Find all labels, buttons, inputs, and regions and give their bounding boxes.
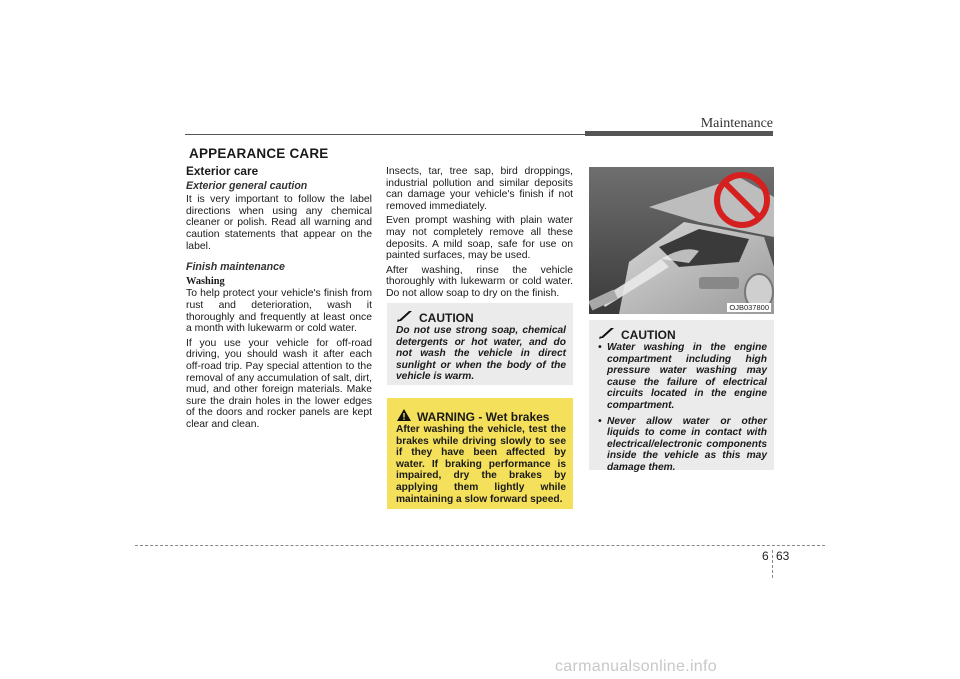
prohibition-icon (713, 171, 771, 229)
list-item: • Water washing in the engine compartment including high pressure water washing may cause the failure of electrical circuits located in the engine compartment. (598, 342, 767, 412)
warning-subtitle: Wet brakes (485, 410, 550, 424)
heading-washing: Washing (186, 275, 225, 287)
footer-rule (135, 545, 825, 546)
header-bar (585, 131, 773, 136)
paragraph: After washing, rinse the vehicle thoroughly with lukewarm or cold water. Do not allow soap to dry on the finish. (386, 264, 573, 299)
caution-body: Do not use strong soap, chemical detergents or hot water, and do not wash the vehicle in direct sunlight or when the body of the vehicle is warm. (396, 325, 566, 383)
page-number: 63 (776, 549, 790, 563)
text-column-middle (386, 166, 573, 303)
heading-exterior-care: Exterior care (186, 164, 259, 178)
paragraph: Insects, tar, tree sap, bird droppings, industrial pollution and similar deposits can damage your vehicle's finish if not removed immediately. (386, 166, 573, 212)
caution-list (598, 342, 767, 474)
paragraph: If you use your vehicle for off-road driving, you should wash it after each off-road trip. Pay special attention to the removal of any accumulation of salt, dirt, mud, and other foreign materials. Make sure the drain holes in the lower edges of the doors and rocker panels are kept clear and clean. (186, 337, 372, 430)
section-title: APPEARANCE CARE (189, 146, 329, 161)
chapter-number: 6 (762, 549, 769, 563)
caution-body (598, 342, 767, 478)
warning-label: WARNING - (417, 410, 486, 424)
warning-title (417, 410, 549, 424)
page-number-separator (772, 550, 773, 578)
paragraph: It is very important to follow the label directions when using any chemical cleaner or polish. Read all warning and caution statements that appear on the label. (186, 194, 372, 252)
paragraph: Even prompt washing with plain water may not completely remove all these deposits. A mild soap, safe for use on painted surfaces, may be used. (386, 215, 573, 262)
caution-box-engine-compartment (589, 320, 774, 473)
running-header: Maintenance (700, 116, 773, 131)
watermark: carmanualsonline.info (555, 658, 717, 675)
paragraph: To help protect your vehicle's finish from rust and deterioration, wash it thoroughly and frequently at least once a month with lukewarm or cold water. (186, 288, 372, 335)
list-item: • Never allow water or other liquids to come in contact with electrical/electronic components inside the vehicle as this may damage them. (598, 416, 767, 474)
caution-title: CAUTION (621, 328, 676, 342)
engine-washing-photo (589, 167, 774, 314)
figure-code-label: OJB037800 (729, 303, 769, 312)
subheading-general-caution: Exterior general caution (186, 179, 308, 192)
subheading-finish-maintenance: Finish maintenance (186, 261, 285, 274)
text-column-left (186, 166, 372, 433)
warning-body: After washing the vehicle, test the brakes while driving slowly to see if they have been affected by water. If braking performance is impaired, dry the brakes by applying them lightly while maintaining a slow forward speed. (396, 424, 566, 505)
warning-box-wet-brakes (387, 398, 573, 509)
caution-box-soap (387, 303, 573, 385)
caution-title: CAUTION (419, 311, 474, 325)
